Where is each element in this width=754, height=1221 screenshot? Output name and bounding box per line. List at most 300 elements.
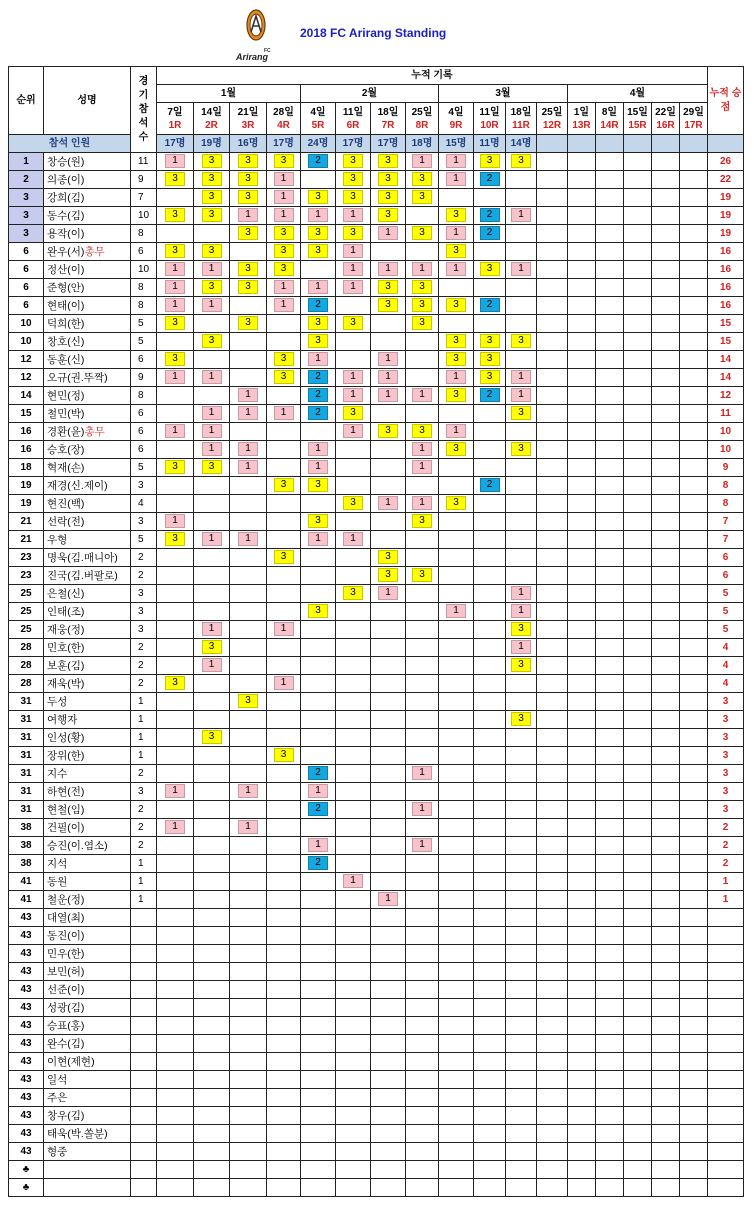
- score-cell: [439, 1035, 474, 1053]
- player-name: 주은: [47, 1091, 68, 1104]
- table-row: [9, 1071, 744, 1089]
- total-points: 16: [708, 243, 744, 261]
- score-badge: 3: [202, 208, 222, 222]
- score-cell: [596, 909, 624, 927]
- total-points: 6: [708, 567, 744, 585]
- score-cell: [336, 423, 371, 441]
- player-name-cell: [44, 297, 131, 315]
- score-cell: [194, 441, 230, 459]
- score-cell: [371, 963, 406, 981]
- score-cell: [568, 1017, 596, 1035]
- score-cell: [267, 837, 301, 855]
- score-badge: 1: [238, 442, 258, 456]
- score-badge: 3: [412, 298, 432, 312]
- score-cell: [439, 873, 474, 891]
- score-cell: [474, 1161, 506, 1179]
- player-name: 선락(전): [47, 515, 85, 528]
- player-name: 은철(신): [47, 587, 85, 600]
- score-cell: [301, 459, 336, 477]
- rank-cell: 15: [9, 405, 44, 423]
- table-row: [9, 1053, 744, 1071]
- score-cell: [371, 405, 406, 423]
- score-cell: [439, 1125, 474, 1143]
- score-cell: [624, 639, 652, 657]
- score-cell: [506, 1107, 537, 1125]
- round-number: 1R: [168, 119, 182, 131]
- score-badge: 1: [274, 280, 294, 294]
- score-cell: [194, 351, 230, 369]
- score-cell: [680, 837, 708, 855]
- player-name-cell: [44, 783, 131, 801]
- score-cell: [652, 945, 680, 963]
- score-badge: 3: [378, 190, 398, 204]
- score-cell: [371, 873, 406, 891]
- score-cell: [439, 1053, 474, 1071]
- score-cell: [336, 477, 371, 495]
- table-row: [9, 1143, 744, 1161]
- score-cell: [474, 297, 506, 315]
- score-cell: [596, 531, 624, 549]
- score-badge: 1: [308, 460, 328, 474]
- total-points: 3: [708, 711, 744, 729]
- score-badge: 1: [202, 442, 222, 456]
- player-name: 용작(이): [47, 227, 85, 240]
- player-name: 건필(이): [47, 821, 85, 834]
- score-cell: [267, 639, 301, 657]
- score-cell: [624, 621, 652, 639]
- total-points: [708, 981, 744, 999]
- score-cell: [474, 945, 506, 963]
- player-name-cell: [44, 585, 131, 603]
- score-cell: [506, 1053, 537, 1071]
- score-cell: [267, 1125, 301, 1143]
- score-badge: 1: [274, 208, 294, 222]
- rank-cell: 43: [9, 909, 44, 927]
- table-row: [9, 585, 744, 603]
- score-cell: [230, 351, 267, 369]
- round-number: 17R: [684, 119, 703, 131]
- score-cell: [336, 1017, 371, 1035]
- score-cell: [406, 1071, 439, 1089]
- score-badge: 1: [274, 298, 294, 312]
- score-cell: [596, 369, 624, 387]
- score-cell: [624, 1089, 652, 1107]
- games-attended: [131, 999, 157, 1017]
- games-attended: 1: [131, 855, 157, 873]
- score-cell: [267, 495, 301, 513]
- score-cell: [506, 441, 537, 459]
- round-date: 11일: [479, 106, 500, 118]
- score-cell: [267, 549, 301, 567]
- player-name: 오규(권.뚜짝): [47, 371, 108, 384]
- score-cell: [371, 711, 406, 729]
- score-cell: [230, 1125, 267, 1143]
- score-cell: [624, 423, 652, 441]
- rank-cell: 3: [9, 207, 44, 225]
- score-cell: [596, 279, 624, 297]
- score-cell: [406, 999, 439, 1017]
- score-cell: [596, 477, 624, 495]
- score-cell: [301, 1125, 336, 1143]
- score-cell: [157, 927, 194, 945]
- games-header: 경기 참석수: [131, 67, 157, 153]
- score-cell: [267, 585, 301, 603]
- rank-cell: 31: [9, 693, 44, 711]
- table-row: [9, 981, 744, 999]
- score-cell: [624, 405, 652, 423]
- score-cell: [596, 981, 624, 999]
- rank-cell: 12: [9, 351, 44, 369]
- player-name: 재웅(정): [47, 623, 85, 636]
- score-cell: [439, 441, 474, 459]
- score-badge: 1: [274, 406, 294, 420]
- games-attended: 1: [131, 873, 157, 891]
- score-cell: [336, 1107, 371, 1125]
- score-cell: [596, 819, 624, 837]
- games-attended: 2: [131, 567, 157, 585]
- score-cell: [439, 1179, 474, 1197]
- score-badge: 3: [511, 334, 531, 348]
- score-cell: [596, 513, 624, 531]
- score-cell: [680, 639, 708, 657]
- score-cell: [537, 405, 568, 423]
- score-cell: [439, 189, 474, 207]
- score-badge: 3: [378, 424, 398, 438]
- round-date: 25일: [541, 106, 563, 118]
- table-row: [9, 819, 744, 837]
- score-cell: [568, 783, 596, 801]
- score-cell: [652, 333, 680, 351]
- score-cell: [652, 927, 680, 945]
- score-cell: [474, 873, 506, 891]
- score-cell: [406, 477, 439, 495]
- score-cell: [267, 693, 301, 711]
- score-badge: 3: [165, 244, 185, 258]
- score-cell: [537, 513, 568, 531]
- score-cell: [157, 441, 194, 459]
- score-cell: [406, 945, 439, 963]
- rank-cell: 43: [9, 999, 44, 1017]
- score-cell: [267, 207, 301, 225]
- games-attended: [131, 981, 157, 999]
- score-badge: 1: [412, 766, 432, 780]
- table-row: [9, 927, 744, 945]
- score-cell: [652, 243, 680, 261]
- round-date: 7일: [167, 106, 183, 118]
- score-cell: [439, 801, 474, 819]
- score-cell: [568, 963, 596, 981]
- games-attended: 3: [131, 585, 157, 603]
- score-cell: [568, 927, 596, 945]
- score-cell: [474, 891, 506, 909]
- score-cell: [267, 531, 301, 549]
- score-cell: [439, 1107, 474, 1125]
- score-cell: [194, 225, 230, 243]
- score-cell: [194, 387, 230, 405]
- score-cell: [537, 225, 568, 243]
- score-badge: 3: [343, 406, 363, 420]
- score-cell: [652, 855, 680, 873]
- score-badge: 1: [446, 604, 466, 618]
- score-cell: [537, 1017, 568, 1035]
- score-cell: [301, 225, 336, 243]
- table-row: [9, 837, 744, 855]
- table-row: [9, 423, 744, 441]
- score-cell: [336, 261, 371, 279]
- rank-cell: 31: [9, 747, 44, 765]
- score-badge: 1: [412, 496, 432, 510]
- total-points: 3: [708, 729, 744, 747]
- score-badge: 1: [412, 442, 432, 456]
- score-cell: [406, 153, 439, 171]
- score-cell: [301, 693, 336, 711]
- score-cell: [194, 297, 230, 315]
- player-name: 민우(한): [47, 947, 85, 960]
- player-name: 혁재(손): [47, 461, 85, 474]
- score-cell: [371, 585, 406, 603]
- score-badge: 1: [412, 838, 432, 852]
- total-points: 16: [708, 297, 744, 315]
- score-cell: [624, 1071, 652, 1089]
- games-attended: 2: [131, 549, 157, 567]
- games-attended: 5: [131, 531, 157, 549]
- score-badge: 2: [480, 172, 500, 186]
- score-cell: [506, 603, 537, 621]
- score-badge: 3: [412, 514, 432, 528]
- rank-cell: 10: [9, 315, 44, 333]
- score-cell: [596, 333, 624, 351]
- rank-cell: 43: [9, 963, 44, 981]
- score-cell: [506, 297, 537, 315]
- score-cell: [568, 1107, 596, 1125]
- score-cell: [568, 1053, 596, 1071]
- score-cell: [596, 567, 624, 585]
- score-cell: [194, 729, 230, 747]
- score-cell: [568, 477, 596, 495]
- score-badge: 3: [511, 442, 531, 456]
- score-cell: [157, 549, 194, 567]
- player-name-cell: [44, 819, 131, 837]
- score-cell: [336, 513, 371, 531]
- score-cell: [537, 369, 568, 387]
- score-cell: [336, 1143, 371, 1161]
- score-cell: [596, 945, 624, 963]
- score-cell: [680, 315, 708, 333]
- score-cell: [474, 567, 506, 585]
- score-cell: [537, 243, 568, 261]
- score-cell: [596, 1143, 624, 1161]
- score-badge: 1: [378, 370, 398, 384]
- score-cell: [537, 945, 568, 963]
- score-cell: [371, 729, 406, 747]
- attendance-count: 17명: [336, 135, 371, 153]
- score-cell: [371, 369, 406, 387]
- score-badge: 3: [378, 154, 398, 168]
- score-badge: 1: [446, 226, 466, 240]
- score-cell: [596, 657, 624, 675]
- score-badge: 3: [202, 460, 222, 474]
- round-number: 15R: [628, 119, 647, 131]
- games-attended: 2: [131, 801, 157, 819]
- score-cell: [537, 423, 568, 441]
- score-badge: 3: [165, 352, 185, 366]
- score-cell: [652, 225, 680, 243]
- score-cell: [301, 423, 336, 441]
- total-points: 3: [708, 801, 744, 819]
- player-name: 선준(이): [47, 983, 85, 996]
- score-cell: [680, 909, 708, 927]
- score-cell: [506, 315, 537, 333]
- round-date: 1일: [573, 106, 590, 118]
- player-name: 승진(이.염소): [47, 839, 108, 852]
- total-points: [708, 999, 744, 1017]
- score-cell: [596, 837, 624, 855]
- table-row: [9, 441, 744, 459]
- rank-cell: 28: [9, 639, 44, 657]
- score-cell: [230, 387, 267, 405]
- score-cell: [230, 621, 267, 639]
- table-row: [9, 1125, 744, 1143]
- player-name: 창호(신): [47, 335, 85, 348]
- score-cell: [652, 315, 680, 333]
- score-cell: [624, 567, 652, 585]
- player-name: 재경(신.제이): [47, 479, 108, 492]
- attendance-count: [652, 135, 680, 153]
- score-badge: 1: [165, 784, 185, 798]
- score-cell: [439, 243, 474, 261]
- round-header: [301, 103, 336, 135]
- score-cell: [336, 711, 371, 729]
- score-badge: 1: [238, 406, 258, 420]
- round-header: [230, 103, 267, 135]
- player-name: 철민(박): [47, 407, 85, 420]
- score-cell: [301, 675, 336, 693]
- score-cell: [568, 333, 596, 351]
- player-name: 준형(안): [47, 281, 85, 294]
- score-cell: [537, 855, 568, 873]
- attendance-count: 19명: [194, 135, 230, 153]
- score-cell: [406, 315, 439, 333]
- attendance-count: [680, 135, 708, 153]
- score-badge: 2: [308, 766, 328, 780]
- score-cell: [596, 783, 624, 801]
- player-name: 인성(황): [47, 731, 85, 744]
- score-cell: [624, 909, 652, 927]
- score-cell: [157, 999, 194, 1017]
- score-badge: 1: [343, 280, 363, 294]
- score-cell: [680, 675, 708, 693]
- score-badge: 1: [446, 172, 466, 186]
- score-cell: [652, 1161, 680, 1179]
- score-badge: 3: [274, 550, 294, 564]
- score-cell: [267, 153, 301, 171]
- score-cell: [230, 837, 267, 855]
- score-cell: [267, 729, 301, 747]
- score-cell: [474, 1089, 506, 1107]
- score-cell: [157, 1053, 194, 1071]
- score-badge: 3: [511, 622, 531, 636]
- score-badge: 3: [165, 676, 185, 690]
- score-cell: [506, 495, 537, 513]
- score-cell: [230, 1071, 267, 1089]
- score-cell: [680, 297, 708, 315]
- score-cell: [624, 729, 652, 747]
- score-cell: [406, 909, 439, 927]
- score-cell: [157, 729, 194, 747]
- score-cell: [230, 1179, 267, 1197]
- round-number: 5R: [311, 119, 325, 131]
- rank-cell: 43: [9, 927, 44, 945]
- score-badge: 1: [446, 424, 466, 438]
- score-cell: [652, 297, 680, 315]
- rank-cell: 43: [9, 1125, 44, 1143]
- table-row: [9, 729, 744, 747]
- player-name-cell: [44, 405, 131, 423]
- score-cell: [624, 999, 652, 1017]
- score-cell: [267, 477, 301, 495]
- score-cell: [596, 441, 624, 459]
- score-badge: 3: [308, 244, 328, 258]
- round-date: 11일: [342, 106, 364, 118]
- player-name-cell: [44, 459, 131, 477]
- rank-cell: 38: [9, 855, 44, 873]
- total-points: 4: [708, 657, 744, 675]
- score-cell: [474, 981, 506, 999]
- player-name-cell: [44, 531, 131, 549]
- score-badge: 1: [202, 262, 222, 276]
- score-cell: [194, 1107, 230, 1125]
- score-cell: [568, 279, 596, 297]
- score-badge: 3: [511, 712, 531, 726]
- score-cell: [439, 729, 474, 747]
- score-badge: 1: [511, 604, 531, 618]
- player-name-cell: [44, 855, 131, 873]
- score-cell: [652, 1089, 680, 1107]
- score-cell: [406, 261, 439, 279]
- score-badge: 3: [238, 190, 258, 204]
- score-cell: [194, 171, 230, 189]
- games-attended: 1: [131, 747, 157, 765]
- score-cell: [371, 1179, 406, 1197]
- score-cell: [474, 1107, 506, 1125]
- player-name-cell: [44, 171, 131, 189]
- score-cell: [301, 243, 336, 261]
- score-cell: [506, 855, 537, 873]
- score-cell: [652, 405, 680, 423]
- score-cell: [506, 891, 537, 909]
- score-cell: [474, 171, 506, 189]
- player-name-cell: [44, 603, 131, 621]
- score-cell: [537, 477, 568, 495]
- total-points: 1: [708, 891, 744, 909]
- score-cell: [568, 513, 596, 531]
- score-cell: [568, 531, 596, 549]
- attendance-count: [624, 135, 652, 153]
- score-cell: [439, 657, 474, 675]
- player-name-cell: [44, 891, 131, 909]
- score-cell: [568, 693, 596, 711]
- score-cell: [157, 423, 194, 441]
- score-cell: [506, 567, 537, 585]
- score-cell: [336, 1161, 371, 1179]
- score-badge: 2: [308, 856, 328, 870]
- score-cell: [568, 999, 596, 1017]
- score-badge: 3: [202, 172, 222, 186]
- score-cell: [267, 405, 301, 423]
- score-badge: 3: [274, 370, 294, 384]
- score-cell: [537, 783, 568, 801]
- score-cell: [194, 1053, 230, 1071]
